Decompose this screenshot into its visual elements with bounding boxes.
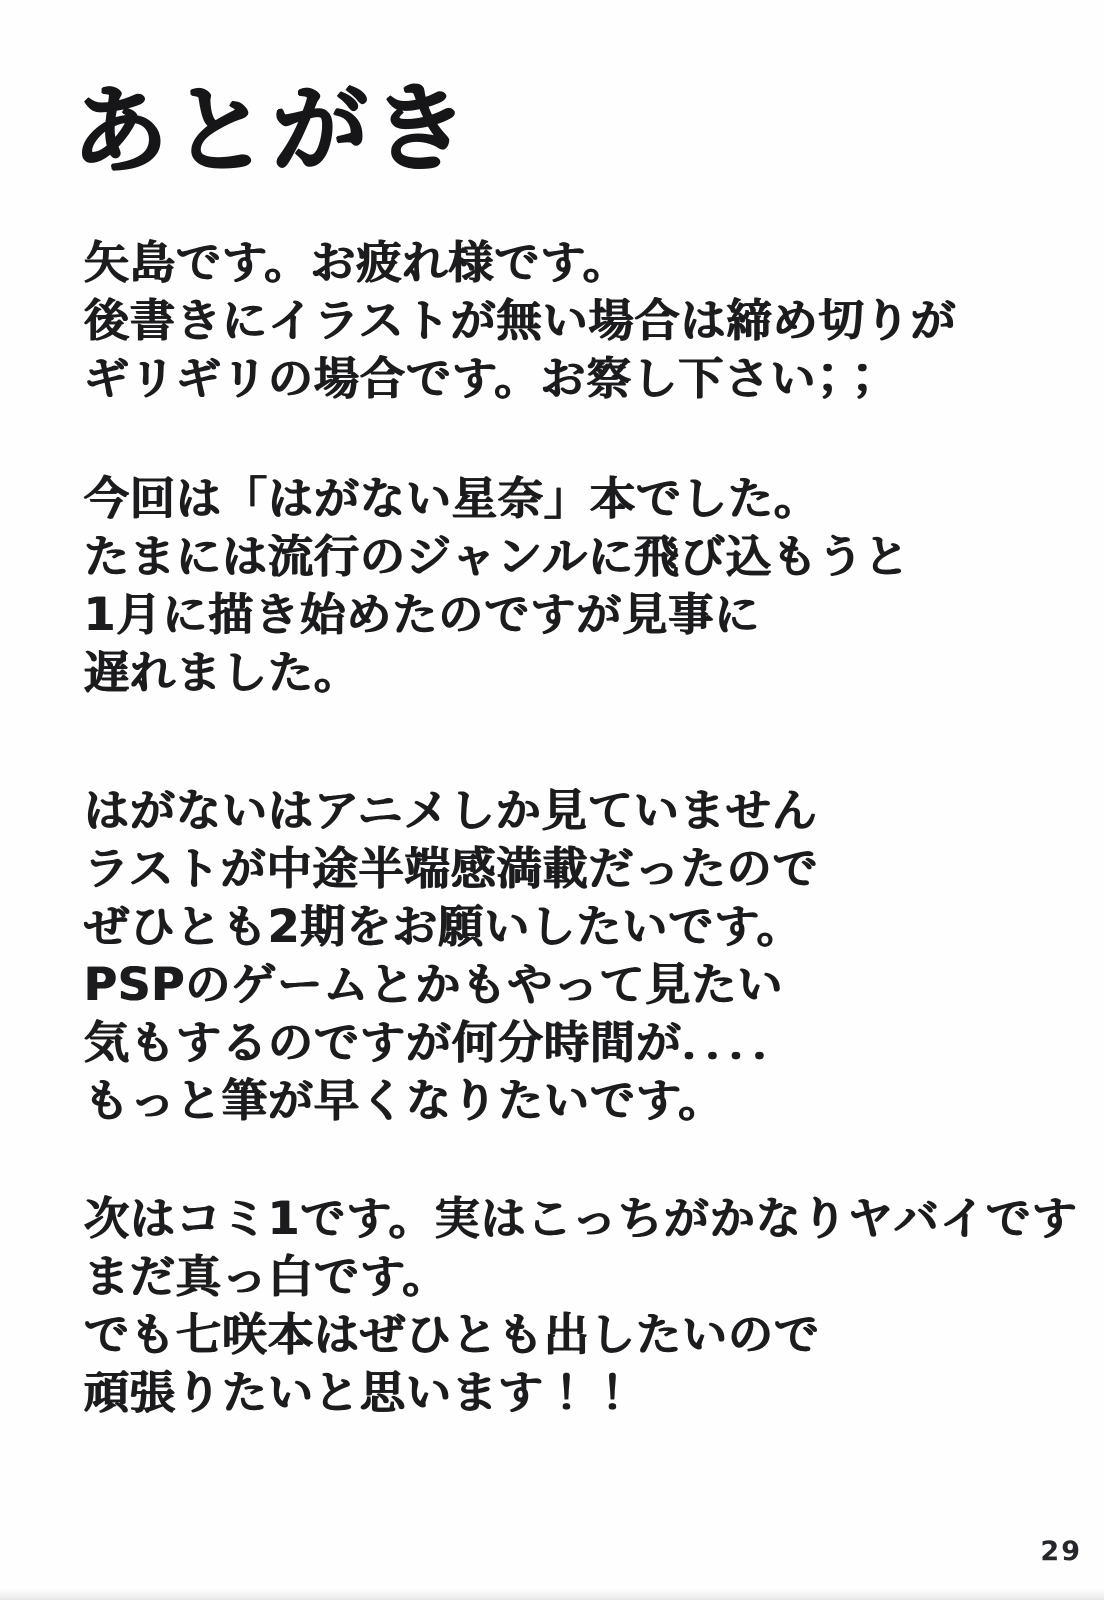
text-line: たまには流行のジャンルに飛び込もうと <box>84 530 910 583</box>
text-line: もっと筆が早くなりたいです。 <box>84 1074 725 1127</box>
text-line: まだ真っ白です。 <box>84 1250 449 1303</box>
page-title: あとがき <box>71 72 473 188</box>
text-line: 今回は「はがない星奈」本でした。 <box>84 472 821 525</box>
text-line: ラストが中途半端感満載だったので <box>84 842 819 895</box>
text-line: 後書きにイラストが無い場合は締め切りが <box>84 294 957 347</box>
text-line: でも七咲本はぜひとも出したいので <box>84 1308 821 1361</box>
text-line: はがないはアニメしか見ていません <box>84 784 818 837</box>
text-line: 頑張りたいと思います！！ <box>84 1366 637 1419</box>
text-line: 遅れました。 <box>84 646 361 699</box>
text-line: PSPのゲームとかもやって見たい <box>84 958 784 1011</box>
paragraph-anime-thoughts <box>84 782 1084 1130</box>
text-line: ギリギリの場合です。お察し下さい；； <box>84 352 886 405</box>
page-number: 29 <box>1040 1536 1082 1567</box>
text-line: 気もするのですが何分時間が．．．． <box>84 1016 799 1069</box>
paragraph-greeting <box>84 234 1084 408</box>
paragraph-next-event <box>84 1190 1084 1422</box>
text-line: ぜひとも2期をお願いしたいです。 <box>84 900 803 953</box>
text-line: 次はコミ1です。実はこっちがかなりヤバイです <box>84 1192 1078 1245</box>
text-line: 1月に描き始めたのですが見事に <box>84 588 761 641</box>
paragraph-this-book <box>84 470 1084 702</box>
scan-artifact-strip <box>0 1588 1104 1600</box>
text-line: 矢島です。お疲れ様です。 <box>84 236 629 289</box>
